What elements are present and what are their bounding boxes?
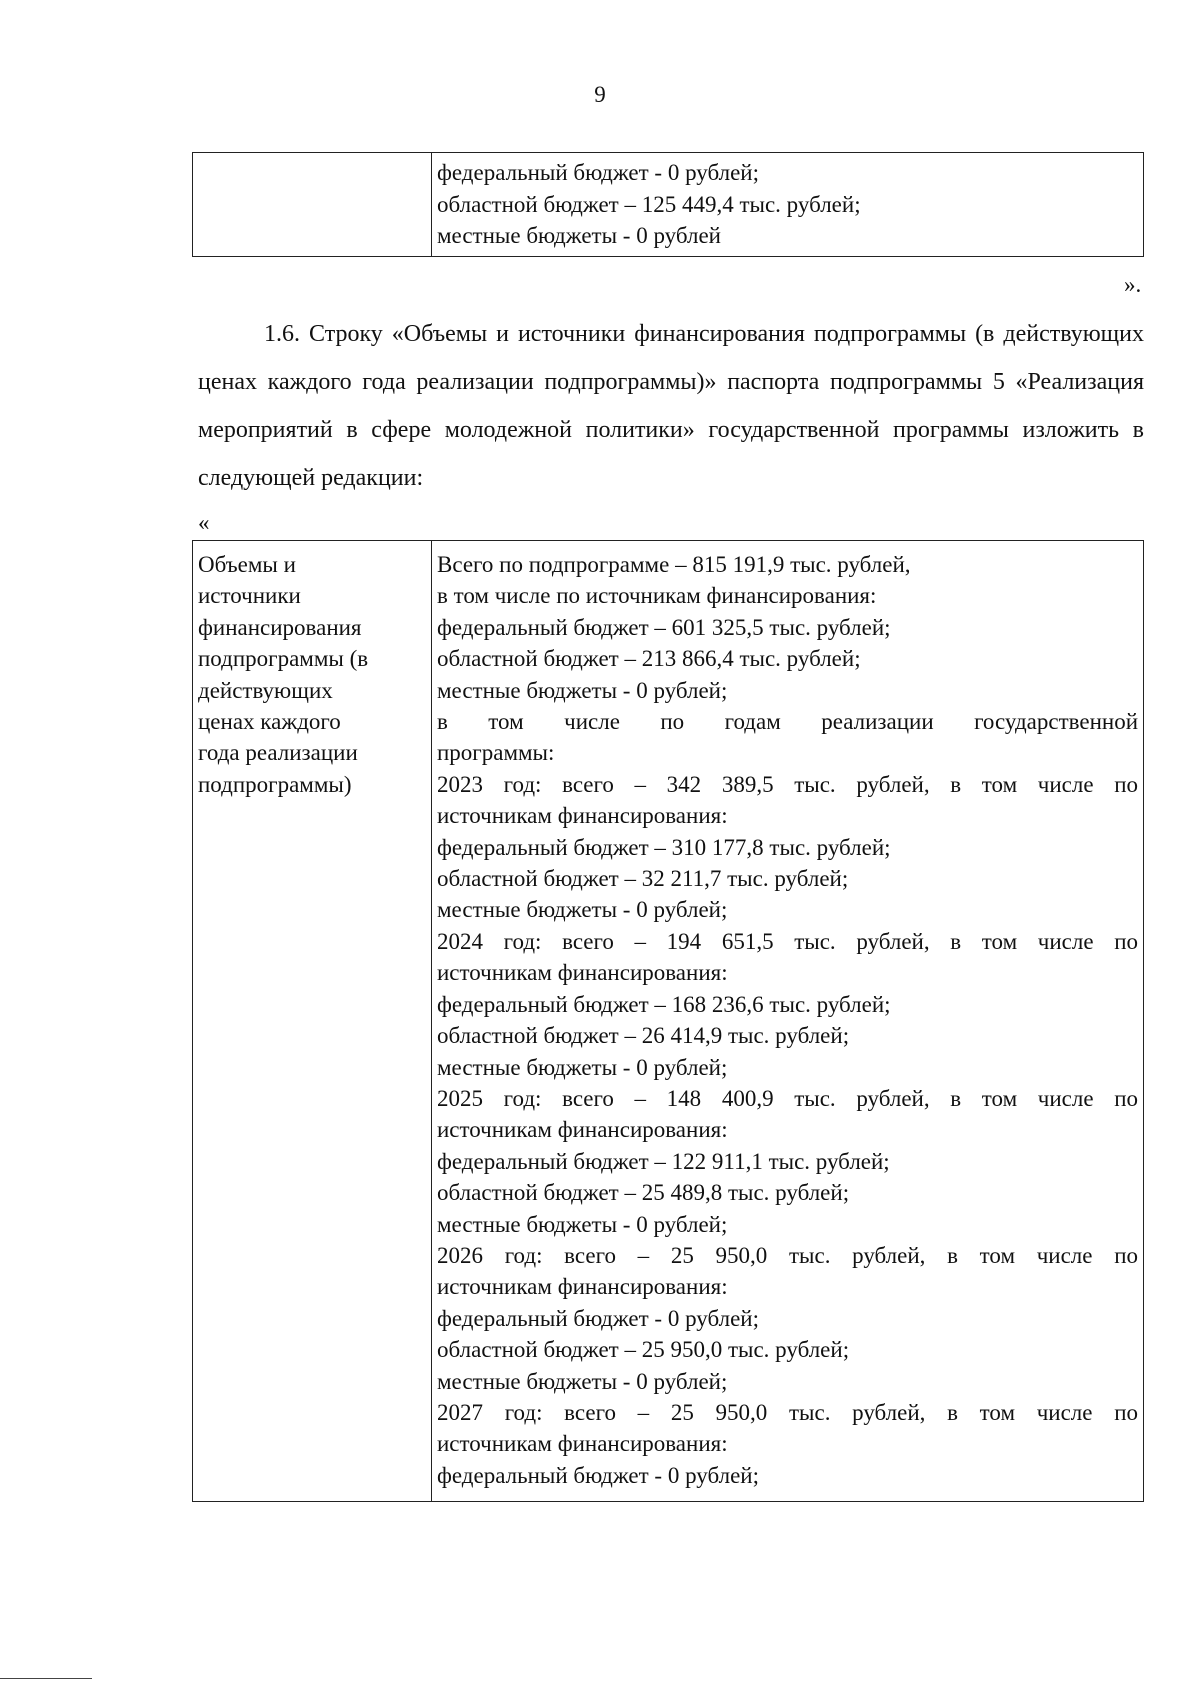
opening-quote: « <box>198 510 210 535</box>
funding-line: федеральный бюджет – 122 911,1 тыс. рублей; <box>437 1148 890 1174</box>
funding-line: местные бюджеты - 0 рублей; <box>437 677 728 703</box>
table-cell-funding <box>432 153 1144 257</box>
row-header-line: источники <box>198 583 301 609</box>
funding-line: источникам финансирования: <box>437 803 728 829</box>
row-header-line: ценах каждого <box>198 709 341 735</box>
amendment-paragraph <box>198 310 1144 502</box>
year-2023-line: 2023 год: всего – 342 389,5 тыс. рублей, в том числе по <box>437 771 1138 797</box>
continued-funding-table <box>192 152 1144 257</box>
funding-line: местные бюджеты - 0 рублей; <box>437 1054 728 1080</box>
year-2026-line: 2026 год: всего – 25 950,0 тыс. рублей, в том числе по <box>437 1242 1138 1268</box>
funding-line: областной бюджет – 32 211,7 тыс. рублей; <box>437 866 849 892</box>
row-header-line: действующих <box>198 677 333 703</box>
funding-line: источникам финансирования: <box>437 1117 728 1143</box>
page-number: 9 <box>594 82 606 107</box>
funding-line: в том числе по источникам финансирования: <box>437 583 877 609</box>
footer-rule <box>0 1678 92 1679</box>
row-header-line: подпрограммы) <box>198 771 352 797</box>
row-header-line: финансирования <box>198 614 362 640</box>
funding-line: федеральный бюджет - 0 рублей; <box>437 1305 759 1331</box>
funding-details-cell <box>432 541 1144 1502</box>
closing-quote: ». <box>1124 272 1142 297</box>
table-cell-empty <box>193 153 432 257</box>
subprogram-funding-table <box>192 540 1144 1502</box>
funding-line: областной бюджет – 26 414,9 тыс. рублей; <box>437 1023 850 1049</box>
funding-line: областной бюджет – 25 489,8 тыс. рублей; <box>437 1180 850 1206</box>
funding-line: областной бюджет – 213 866,4 тыс. рублей; <box>437 646 861 672</box>
funding-line: в том числе по годам реализации государственной <box>437 709 1138 735</box>
funding-line: федеральный бюджет – 310 177,8 тыс. рублей; <box>437 834 891 860</box>
funding-line: местные бюджеты - 0 рублей; <box>437 1211 728 1237</box>
table-row <box>193 153 1144 257</box>
row-header-line: Объемы и <box>198 552 296 577</box>
funding-line: местные бюджеты - 0 рублей; <box>437 897 728 923</box>
funding-line: программы: <box>437 740 555 766</box>
funding-line: областной бюджет – 125 449,4 тыс. рублей; <box>437 191 861 217</box>
funding-line: источникам финансирования: <box>437 1274 728 1300</box>
funding-line: источникам финансирования: <box>437 960 728 986</box>
funding-line: местные бюджеты - 0 рублей <box>437 223 721 248</box>
year-2025-line: 2025 год: всего – 148 400,9 тыс. рублей, в том числе по <box>437 1085 1138 1111</box>
year-2024-line: 2024 год: всего – 194 651,5 тыс. рублей, в том числе по <box>437 928 1138 954</box>
row-header-line: года реализации <box>198 740 358 766</box>
amendment-text: 1.6. Строку «Объемы и источники финансирования подпрограммы (в действующих ценах каждого года реализации подпрограммы)» паспорта подпрограммы 5 «Реализация мероприятий в сфере молодежной политики» государственной программы изложить в следующей редакции: <box>198 321 1144 491</box>
funding-line: федеральный бюджет – 601 325,5 тыс. рублей; <box>437 614 891 640</box>
funding-line: местные бюджеты - 0 рублей; <box>437 1368 728 1394</box>
year-2027-line: 2027 год: всего – 25 950,0 тыс. рублей, в том числе по <box>437 1399 1138 1425</box>
funding-total-line: Всего по подпрограмме – 815 191,9 тыс. рублей, <box>437 552 911 577</box>
funding-line: федеральный бюджет - 0 рублей; <box>437 1462 759 1488</box>
row-header-cell <box>193 541 432 1502</box>
row-header-line: подпрограммы (в <box>198 646 369 672</box>
funding-line: областной бюджет – 25 950,0 тыс. рублей; <box>437 1337 850 1363</box>
table-row <box>193 541 1144 1502</box>
funding-line: источникам финансирования: <box>437 1431 728 1457</box>
funding-line: федеральный бюджет - 0 рублей; <box>437 160 759 185</box>
funding-line: федеральный бюджет – 168 236,6 тыс. рублей; <box>437 991 891 1017</box>
